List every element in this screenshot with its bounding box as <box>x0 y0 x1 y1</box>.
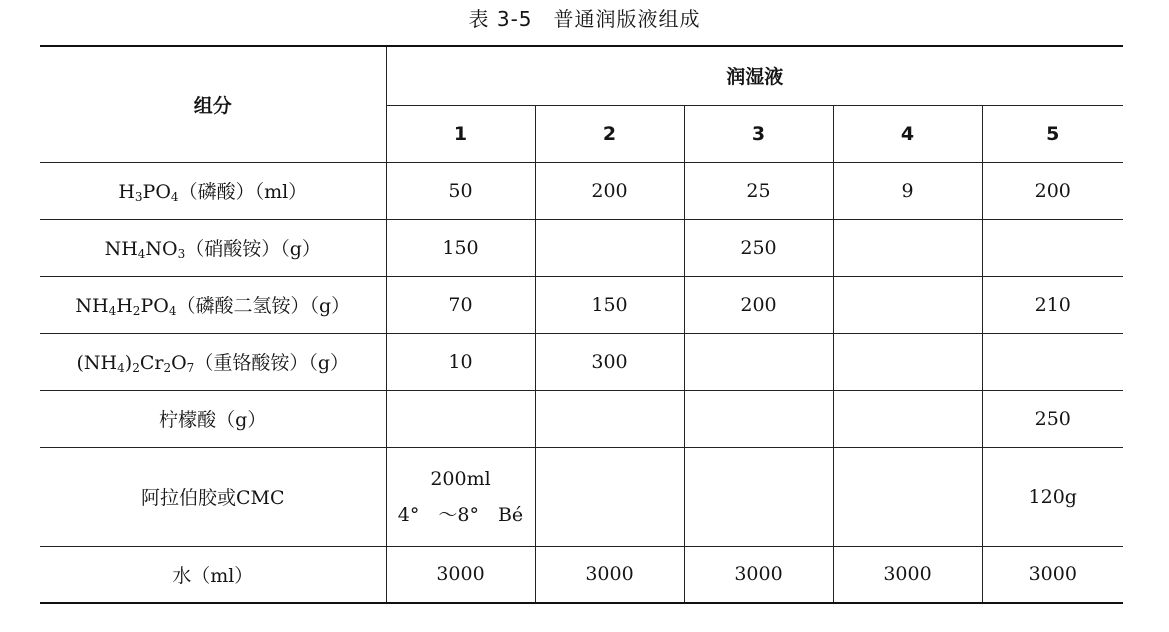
table-cell <box>535 447 684 546</box>
header-col-3: 3 <box>684 105 833 162</box>
table-cell: 9 <box>833 162 982 219</box>
table-cell: 150 <box>386 219 535 276</box>
table-cell: 150 <box>535 276 684 333</box>
table-row <box>40 276 1123 333</box>
table-cell: 3000 <box>982 546 1123 603</box>
table-cell <box>833 276 982 333</box>
table-cell: 50 <box>386 162 535 219</box>
table-cell: 120g <box>982 447 1123 546</box>
table-row <box>40 390 1123 447</box>
table-cell <box>982 219 1123 276</box>
table-cell: 200 <box>535 162 684 219</box>
row-component: $H_3PO_4$（磷酸）（ml） <box>40 162 386 219</box>
table-cell: 210 <box>982 276 1123 333</box>
header-component: 组分 <box>40 46 386 162</box>
row-component: $NH_4NO_3$（硝酸铵）（g） <box>40 219 386 276</box>
table-cell: 10 <box>386 333 535 390</box>
gum-amount: 200ml <box>430 467 491 490</box>
table-cell: 250 <box>684 219 833 276</box>
row-component: 阿拉伯胶或CMC <box>40 447 386 546</box>
table-row <box>40 546 1123 603</box>
table-cell <box>982 333 1123 390</box>
table-cell <box>833 219 982 276</box>
table-title: 表 3-5 普通润版液组成 <box>468 7 701 31</box>
header-col-1: 1 <box>386 105 535 162</box>
row-component: $(NH_4)_2Cr_2O_7$（重铬酸铵）（g） <box>40 333 386 390</box>
header-col-4: 4 <box>833 105 982 162</box>
table-cell <box>535 219 684 276</box>
table-cell <box>684 333 833 390</box>
table-row <box>40 162 1123 219</box>
table-cell <box>684 447 833 546</box>
row-component: 柠檬酸（g） <box>40 390 386 447</box>
table-cell <box>535 390 684 447</box>
table-cell: 200 <box>982 162 1123 219</box>
gum-concentration: 4° ～8° Bé <box>397 503 524 526</box>
table-row <box>40 219 1123 276</box>
header-group: 润湿液 <box>386 46 1123 105</box>
table-cell <box>833 390 982 447</box>
table-cell: 200 <box>684 276 833 333</box>
table-cell <box>386 390 535 447</box>
table-cell <box>833 333 982 390</box>
dampening-solution-table <box>40 45 1123 604</box>
table-cell: 3000 <box>833 546 982 603</box>
table-cell: 3000 <box>535 546 684 603</box>
header-col-5: 5 <box>982 105 1123 162</box>
table-cell: 3000 <box>386 546 535 603</box>
table-cell: 70 <box>386 276 535 333</box>
table-cell <box>386 447 535 546</box>
row-component: 水（ml） <box>40 546 386 603</box>
table-row <box>40 447 1123 546</box>
table-cell: 25 <box>684 162 833 219</box>
header-col-2: 2 <box>535 105 684 162</box>
row-component: $NH_4H_2PO_4$（磷酸二氢铵）（g） <box>40 276 386 333</box>
table-cell: 3000 <box>684 546 833 603</box>
table-cell: 250 <box>982 390 1123 447</box>
table-cell <box>833 447 982 546</box>
table-cell <box>684 390 833 447</box>
table-row <box>40 333 1123 390</box>
table-cell: 300 <box>535 333 684 390</box>
